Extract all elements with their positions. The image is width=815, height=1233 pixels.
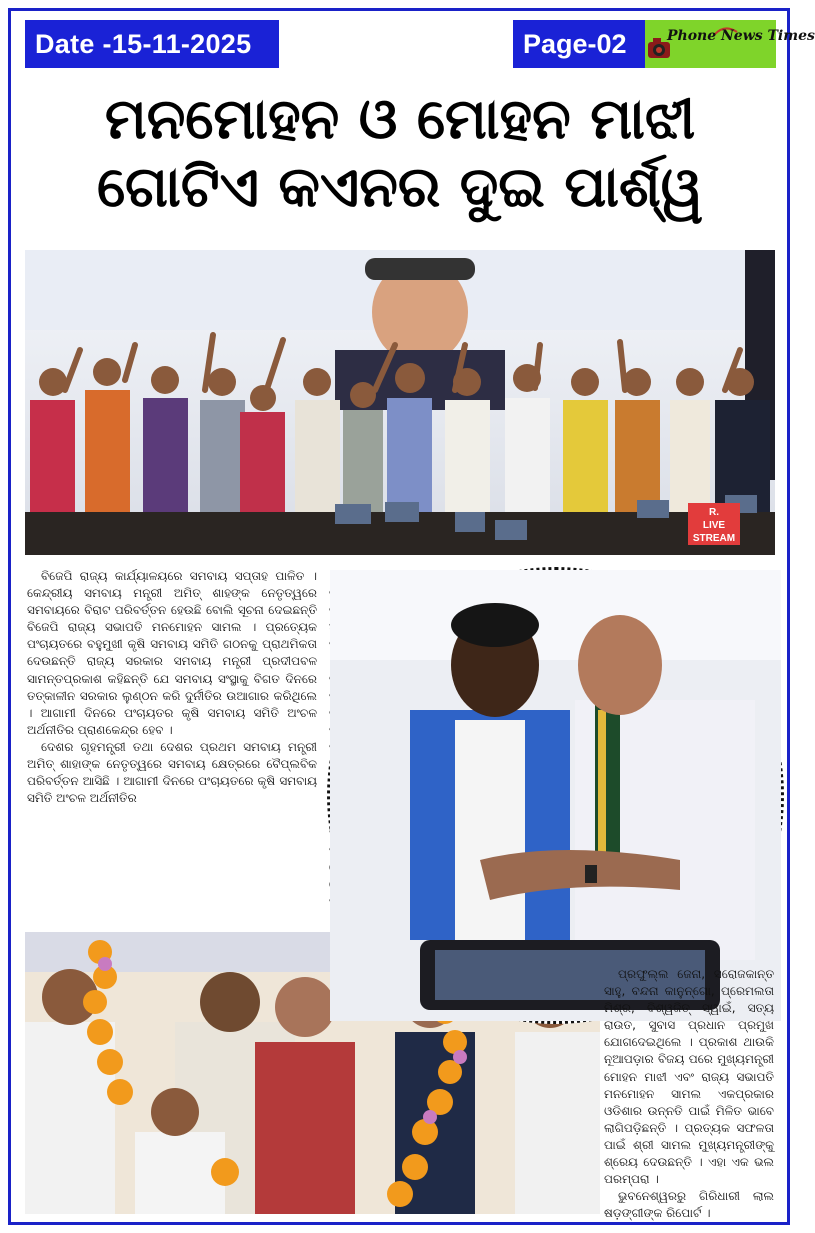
live-stream-letter: R. (709, 507, 719, 518)
hug-photo-illustration (330, 570, 781, 1021)
article-paragraph: ଦେଶର ଗୃହମନ୍ତ୍ରୀ ତଥା ଦେଶର ପ୍ରଥମ ସମବାୟ ମନ୍ତ୍ରୀ ଅମିତ୍ ଶାହାଙ୍କ ନେତୃତ୍ୱରେ ସମବାୟ କ୍ଷେତ୍ରରେ ବୈପ୍ଲବିକ ପରିବର୍ତ୍ତନ ଆସିଛି । ଆଗାମୀ ଦିନରେ ପଂଚାୟତରେ କୃଷି ସମବାୟ ସମିତି ଅଂଚଳ ଅର୍ଥନୀତିର (27, 739, 317, 806)
article-column-3 (604, 966, 774, 1222)
publication-logo (645, 20, 815, 68)
article-paragraph: ପ୍ରଫୁଲ୍ଲ ଜେନା, ସରୋଜକାନ୍ତ ସାହୁ, ବନ୍ଦନା କାନୁନ୍‌ଗୋ, ପ୍ରେମଲତା ମିଶ୍ର, ବିଶ୍ୱଜିତ୍ ସ୍ୱାଇଁ, ସତ୍ୟ ରାଉତ, ସୁବାସ ପ୍ରଧାନ ପ୍ରମୁଖ ଯୋଗଦେଇଥିଲେ । ପ୍ରକାଶ ଥାଉକି ନୂଆପଡ଼ାର ବିଜୟ ପରେ ମୁଖ୍ୟମନ୍ତ୍ରୀ ମୋହନ ମାଝୀ ଏବଂ ରାଜ୍ୟ ସଭାପତି ମନମୋହନ ସାମଲ ଏକପ୍ରକାର ଓଡିଶାର ଉନ୍ନତି ପାଇଁ ମିଳିତ ଭାବେ ଲାଗିପଡ଼ିଛନ୍ତି । ପ୍ରତ୍ୟକ ସଫଳତା ପାଇଁ ଶ୍ରୀ ସାମଲ ମୁଖ୍ୟମନ୍ତ୍ରୀଙ୍କୁ ଶ୍ରେୟ ଦେଉଛନ୍ତି । ଏହା ଏକ ଭଲ ପରମ୍ପରା । (604, 967, 774, 1187)
article-column-1 (27, 568, 317, 807)
article-paragraph: ବିଜେପି ରାଜ୍ୟ କାର୍ଯ୍ୟାଳୟରେ ସମବାୟ ସପ୍ତାହ ପାଳିତ । କେନ୍ଦ୍ରୀୟ ସମବାୟ ମନ୍ତ୍ରୀ ଅମିତ୍ ଶାହଙ୍କ ନେତୃତ୍ୱରେ ସମବାୟରେ ବିରାଟ ପରିବର୍ତ୍ତନ ହେଉଛି ବୋଲି ସୂଚନା ଦେଇଛନ୍ତି ବିଜେପି ରାଜ୍ୟ ସଭାପତି ମନମୋହନ ସାମଲ । ପ୍ରତ୍ୟେକ ପଂଚାୟତରେ ବହୁମୁଖୀ କୃଷି ସମବାୟ ସମିତି ଗଠନକୁ ପ୍ରାଥମିକତା ଦେଉଛନ୍ତି ରାଜ୍ୟ ସରକାର ସମବାୟ ମନ୍ତ୍ରୀ ପ୍ରଦୀପବଳ ସାମନ୍ତପ୍ରକାଶ କହିଛନ୍ତି ଯେ ସମବାୟ ସଂସ୍ଥାକୁ ବିଗତ ଦିନରେ ତତ୍କାଳୀନ ସରକାର ଲୁଣ୍ଠନ କରି ଦୁର୍ନୀତିର ଉଆଗାର କରିଥିଲେ । ଆଗାମୀ ଦିନରେ ପଂଚାୟତର କୃଷି ସମବାୟ ସମିତି ଅଂଚଳ ଅର୍ଥନୀତିର ପ୍ରାଣକେନ୍ଦ୍ର ହେବ । (27, 569, 317, 737)
photo-stage-leaders (25, 250, 775, 555)
stage-photo-illustration (25, 250, 775, 555)
logo-text: Phone News Times (667, 28, 815, 44)
live-stream-badge (688, 503, 740, 545)
date-badge: Date -15-11-2025 (25, 20, 279, 68)
headline-line-1: ମନମୋହନ ଓ ମୋହନ ମାଝୀ (104, 87, 696, 152)
page-number-badge: Page-02 (513, 20, 645, 68)
live-stream-label: LIVE STREAM (692, 520, 736, 544)
photo-circular-inset (327, 567, 784, 1024)
headline (20, 86, 780, 222)
headline-line-2: ଗୋଟିଏ କଏନର ଦୁଇ ପାର୍ଶ୍ୱ (96, 155, 703, 220)
article-byline: ଭୁବନେଶ୍ୱରରୁ ଗିରିଧାରୀ ଲାଲ ଷଡ଼ଙ୍ଗୀଙ୍କ ରିପୋର୍ଟ । (604, 1189, 774, 1221)
